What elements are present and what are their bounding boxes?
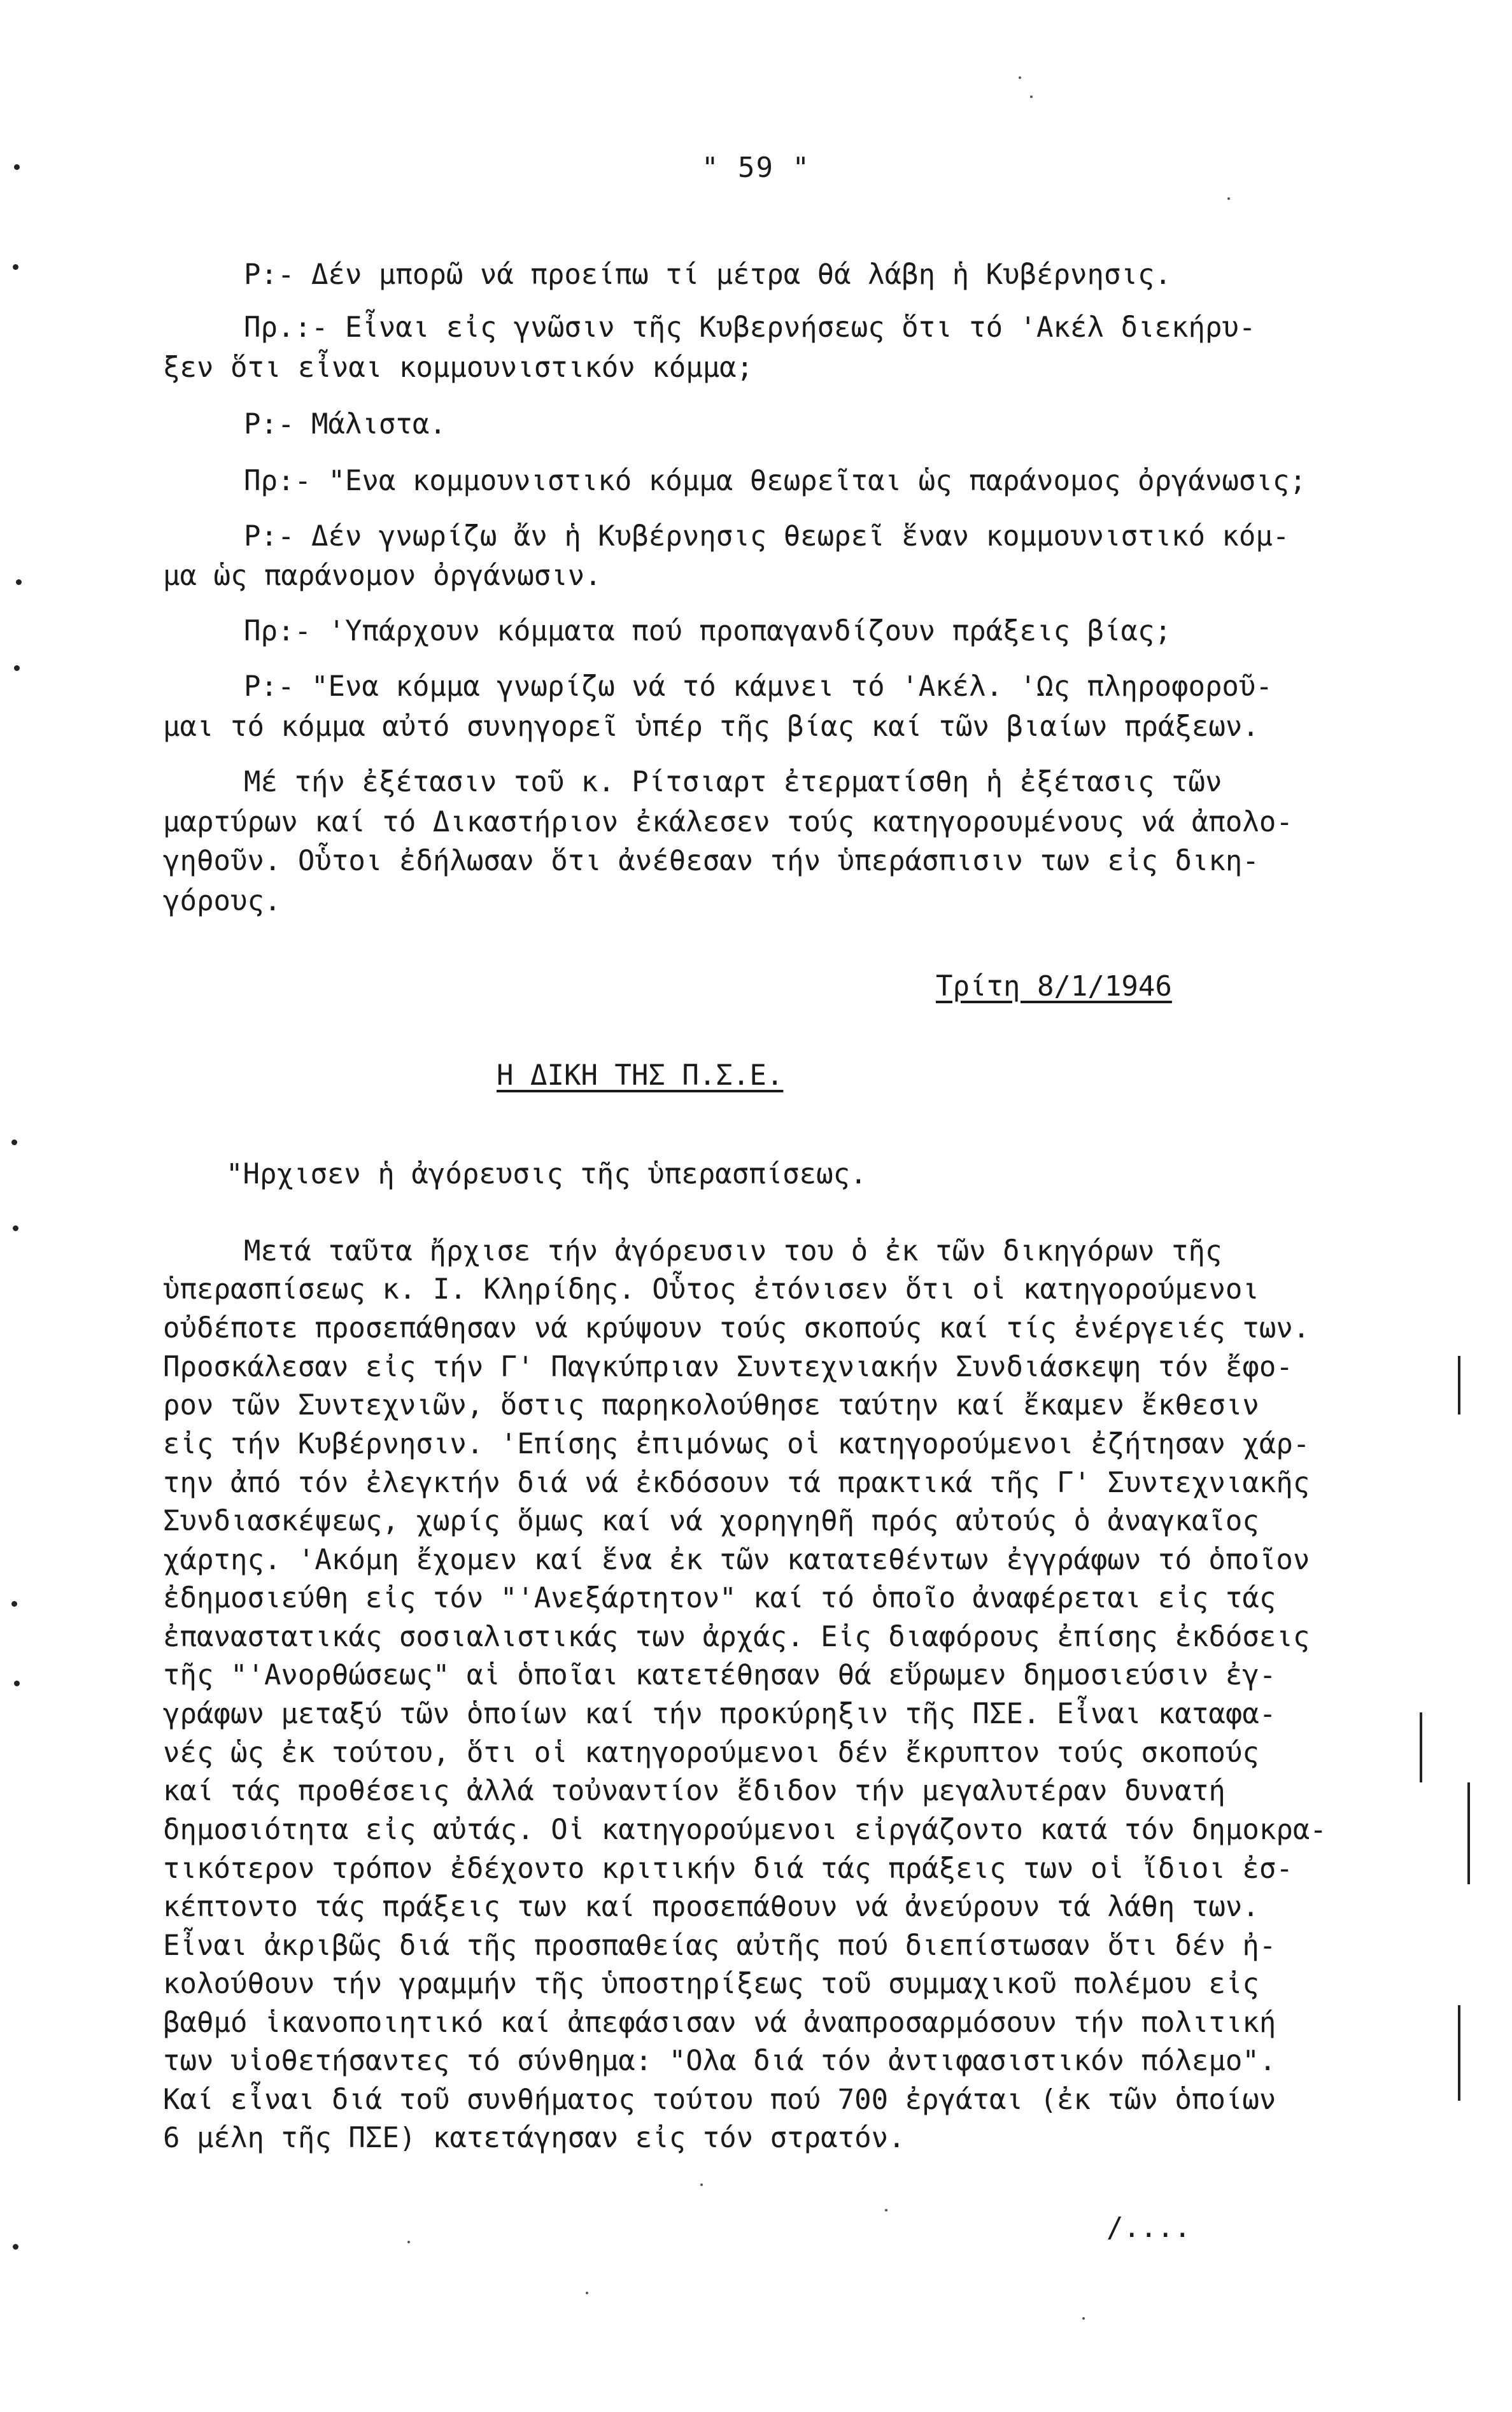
paragraph-line: τικότερον τρόπον ἐδέχοντο κριτικήν διά τάς πράξεις των οἱ ἴδιοι ἐσ- (163, 1852, 1293, 1885)
paragraph-line: Καί εἶναι διά τοῦ συνθήματος τούτου πού 700 ἐργάται (ἐκ τῶν ὁποίων (163, 2084, 1276, 2116)
margin-speck (11, 1601, 17, 1607)
section-title: Η ΔΙΚΗ ΤΗΣ Π.Σ.Ε. (497, 1059, 784, 1092)
paragraph-line: βαθμό ἱκανοποιητικό καί ἀπεφάσισαν νά ἀναπροσαρμόσουν τήν πολιτική (163, 2006, 1276, 2039)
margin-bar (1467, 1782, 1470, 1884)
paragraph-line: ὑπερασπίσεως κ. Ι. Κληρίδης. Οὗτος ἐτόνισεν ὅτι οἱ κατηγορούμενοι (163, 1273, 1259, 1306)
paragraph-line: γράφων μεταξύ τῶν ὁποίων καί τήν προκύρηξιν τῆς ΠΣΕ. Εἶναι καταφα- (163, 1698, 1276, 1730)
paragraph-line: Προσκάλεσαν εἰς τήν Γ' Παγκύπριαν Συντεχνιακήν Συνδιάσκεψη τόν ἔφο- (163, 1351, 1293, 1383)
paragraph-line: των υἱοθετήσαντες τό σύνθημα: "Ολα διά τόν ἀντιφασιστικόν πόλεμο". (163, 2045, 1276, 2077)
paragraph-line: οὐδέποτε προσεπάθησαν νά κρύψουν τούς σκοπούς καί τίς ἐνέργειές των. (163, 1312, 1310, 1344)
scan-speck (1227, 197, 1230, 200)
qa-line: μαι τό κόμμα αὐτό συνηγορεῖ ὑπέρ τῆς βίας καί τῶν βιαίων πράξεων. (163, 710, 1259, 743)
paragraph-line: την ἀπό τόν ἐλεγκτήν διά νά ἐκδόσουν τά πρακτικά τῆς Γ' Συντεχνιακῆς (163, 1467, 1310, 1499)
scan-speck (586, 2292, 588, 2294)
qa-line: Πρ:- 'Υπάρχουν κόμματα πού προπαγανδίζουν πράξεις βίας; (244, 615, 1171, 647)
margin-speck (13, 2244, 18, 2250)
scan-speck (1030, 95, 1033, 98)
paragraph-line: καί τάς προθέσεις ἀλλά τοὐναντίον ἔδιδον τήν μεγαλυτέραν δυνατή (163, 1775, 1226, 1807)
paragraph-line: χάρτης. 'Ακόμη ἔχομεν καί ἕνα ἐκ τῶν κατατεθέντων ἐγγράφων τό ὁποῖον (163, 1544, 1310, 1576)
margin-bar (1420, 1712, 1422, 1782)
margin-bar (1458, 1356, 1460, 1414)
qa-line: Ρ:- Δέν γνωρίζω ἄν ἡ Κυβέρνησις θεωρεῖ ἕναν κομμουνιστικό κόμ- (244, 520, 1290, 553)
margin-speck (13, 264, 18, 270)
paragraph-line: Συνδιασκέψεως, χωρίς ὅμως καί νά χορηγηθῆ πρός αὐτούς ὁ ἀναγκαῖος (163, 1505, 1259, 1537)
margin-speck (14, 164, 20, 170)
qa-line: Πρ:- "Ενα κομμουνιστικό κόμμα θεωρεῖται ὡς παράνομος ὀργάνωσις; (244, 465, 1306, 497)
qa-line: ξεν ὅτι εἶναι κομμουνιστικόν κόμμα; (163, 351, 754, 384)
scan-speck (1082, 2317, 1085, 2320)
scan-speck (407, 2241, 410, 2243)
qa-line: Μέ τήν ἐξέτασιν τοῦ κ. Ρίτσιαρτ ἐτερματίσθη ἡ ἐξέτασις τῶν (244, 766, 1222, 798)
paragraph-line: νές ὡς ἐκ τούτου, ὅτι οἱ κατηγορούμενοι δέν ἔκρυπτον τούς σκοπούς (163, 1737, 1259, 1769)
intro-line: "Ηρχισεν ἡ ἀγόρευσις τῆς ὑπερασπίσεως. (226, 1158, 867, 1190)
margin-speck (14, 1681, 20, 1686)
qa-line: γόρους. (163, 885, 281, 917)
paragraph-line: τῆς "'Ανορθώσεως" αἱ ὁποῖαι κατετέθησαν θά εὕρωμεν δημοσιεύσιν ἐγ- (163, 1659, 1276, 1691)
qa-line: Ρ:- "Ενα κόμμα γνωρίζω νά τό κάμνει τό 'Ακέλ. 'Ως πληροφοροῦ- (244, 670, 1273, 703)
qa-line: Ρ:- Δέν μπορῶ νά προείπω τί μέτρα θά λάβη ἡ Κυβέρνησις. (244, 258, 1171, 291)
margin-speck (13, 1225, 18, 1231)
paragraph-line: κολούθουν τήν γραμμήν τῆς ὑποστηρίξεως τοῦ συμμαχικοῦ πολέμου εἰς (163, 1968, 1259, 2000)
paragraph-line: ρον τῶν Συντεχνιῶν, ὅστις παρηκολούθησε ταύτην καί ἔκαμεν ἔκθεσιν (163, 1389, 1259, 1421)
qa-line: μαρτύρων καί τό Δικαστήριον ἐκάλεσεν τούς κατηγορουμένους νά ἀπολο- (163, 806, 1293, 838)
scan-speck (885, 2209, 887, 2211)
qa-line: Ρ:- Μάλιστα. (244, 408, 446, 441)
paragraph-line: 6 μέλη τῆς ΠΣΕ) κατετάγησαν εἰς τόν στρατόν. (163, 2122, 905, 2154)
paragraph-line: κέπτοντο τάς πράξεις των καί προσεπάθουν νά ἀνεύρουν τά λάθη των. (163, 1891, 1259, 1923)
margin-speck (16, 579, 22, 585)
paragraph-line: Εἶναι ἀκριβῶς διά τῆς προσπαθείας αὐτῆς πού διεπίστωσαν ὅτι δέν ἠ- (163, 1929, 1276, 1962)
scan-speck (1019, 76, 1021, 79)
paragraph-line: Μετά ταῦτα ἤρχισε τήν ἀγόρευσιν του ὁ ἐκ τῶν δικηγόρων τῆς (244, 1235, 1222, 1267)
paragraph-line: εἰς τήν Κυβέρνησιν. 'Επίσης ἐπιμόνως οἱ κατηγορούμενοι ἐζήτησαν χάρ- (163, 1428, 1310, 1460)
scan-speck (700, 2183, 703, 2186)
paragraph-line: δημοσιότητα εἰς αὐτάς. Οἱ κατηγορούμενοι εἰργάζοντο κατά τόν δημοκρα- (163, 1814, 1327, 1846)
qa-line: Πρ.:- Εἶναι εἰς γνῶσιν τῆς Κυβερνήσεως ὅτι τό 'Ακέλ διεκήρυ- (244, 311, 1256, 344)
date-heading: Τρίτη 8/1/1946 (936, 970, 1172, 1003)
qa-line: γηθοῦν. Οὗτοι ἐδήλωσαν ὅτι ἀνέθεσαν τήν ὑπεράσπισιν των εἰς δικη- (163, 845, 1259, 877)
page-number: " 59 " (702, 152, 810, 184)
paragraph-line: ἐπαναστατικάς σοσιαλιστικάς των ἀρχάς. Εἰς διαφόρους ἐπίσης ἐκδόσεις (163, 1621, 1310, 1653)
qa-line: μα ὡς παράνομον ὀργάνωσιν. (163, 560, 602, 592)
margin-bar (1458, 2005, 1460, 2101)
margin-speck (14, 665, 20, 671)
paragraph-line: ἐδημοσιεύθη εἰς τόν "'Ανεξάρτητον" καί τό ὁποῖο ἀναφέρεται εἰς τάς (163, 1582, 1276, 1614)
margin-speck (11, 1139, 17, 1145)
continuation-mark: /.... (1106, 2211, 1191, 2244)
